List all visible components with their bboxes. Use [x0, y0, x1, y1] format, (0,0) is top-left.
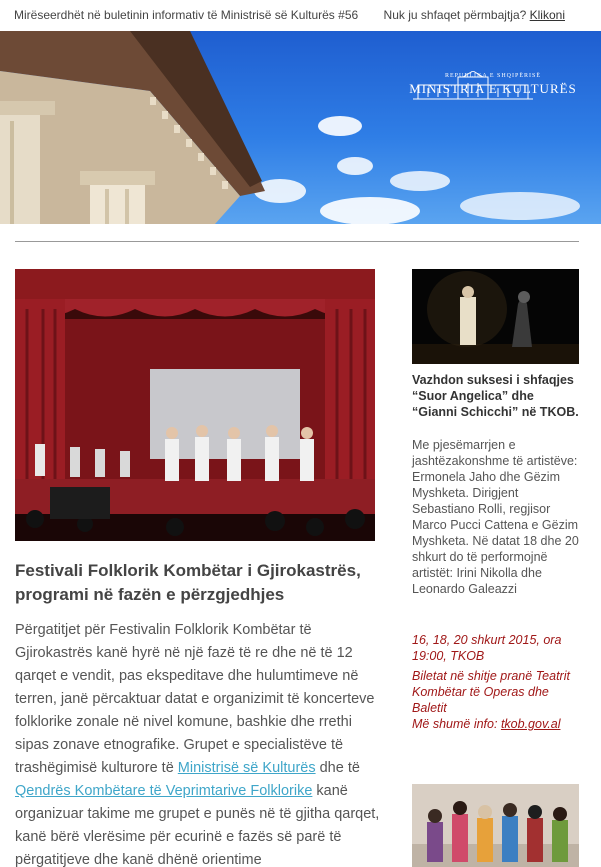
- ministry-building-icon: [408, 71, 538, 101]
- side-article-title[interactable]: Vazhdon suksesi i shfaqjes “Suor Angelica” dhe “Gianni Schicchi” në TKOB.: [412, 373, 579, 419]
- cast-photo[interactable]: [412, 784, 579, 867]
- more-info-label: Më shumë info:: [412, 717, 501, 731]
- event-info: [412, 632, 587, 732]
- newsletter-intro: Mirëseerdhët në buletinin informativ të Ministrisë së Kulturës #56: [14, 8, 359, 22]
- folklore-center-link[interactable]: Qendrës Kombëtare të Veprimtarive Folklorike: [15, 783, 313, 799]
- opera-stage-illustration: [412, 269, 579, 364]
- side-article-body: Me pjesëmarrjen e jashtëzakonshme të artistëve: Ermonela Jaho dhe Gëzim Myshketa. Dirigjent Sebastiano Rolli, regjisor Marco Pucci Cattena e Gëzim Myshketa. Në datat 18 dhe 20 shkurt do të performojnë artistët: Irini Nikolla dhe Leonardo Galeazzi: [412, 438, 579, 596]
- body-part-2: dhe të: [315, 760, 360, 776]
- logo-subtitle: REPUBLIKA E SHQIPËRISË: [444, 73, 541, 79]
- section-divider: [15, 241, 579, 242]
- view-problem-text: Nuk ju shfaqet përmbajtja?: [383, 8, 527, 22]
- body-part-3: kanë organizuar takime me grupet e punës në të gjitha qarqet, kanë bërë vlerësime për ecurinë e fazës së parë të përgatitjeve dhe kanë dhënë orientime: [15, 783, 380, 867]
- header-banner: [0, 31, 601, 224]
- ticket-info: Biletat në shitje pranë Teatrit Kombëtar të Operas dhe Baletit: [412, 669, 570, 715]
- event-dates: 16, 18, 20 shkurt 2015, ora 19:00, TKOB: [412, 633, 562, 663]
- view-online-notice: [384, 8, 565, 22]
- view-online-link[interactable]: Klikoni: [529, 8, 565, 22]
- stage-illustration: [15, 269, 375, 541]
- main-article-title[interactable]: Festivali Folklorik Kombëtar i Gjirokastrës, programi në fazën e përzgjedhjes: [15, 561, 361, 604]
- folk-festival-photo[interactable]: [15, 269, 375, 541]
- tkob-link[interactable]: tkob.gov.al: [500, 717, 561, 731]
- main-article-body: [15, 619, 380, 867]
- body-part-1: Përgatitjet për Festivalin Folklorik Kombëtar të Gjirokastrës kanë hyrë në një fazë të re dhe në të 12 qarqet e vendit, pas ekspeditave dhe hulumtimeve në terren, janë përcaktuar datat e organizimit të koncerteve folklorike zonale në nivel komune, bashkie dhe rrethi sipas zonave etnografike. Grupet e specialistëve të trashëgimisë kulturore të: [15, 622, 375, 776]
- opera-photo[interactable]: [412, 269, 579, 364]
- more-info-line: [412, 716, 587, 732]
- ministry-logo[interactable]: [408, 71, 578, 97]
- cast-illustration: [412, 784, 579, 867]
- top-bar: [0, 0, 601, 28]
- banner-illustration: [0, 31, 601, 224]
- ministry-link[interactable]: Ministrisë së Kulturës: [177, 760, 316, 776]
- logo-title: MINISTRIA E KULTURËS: [409, 81, 577, 96]
